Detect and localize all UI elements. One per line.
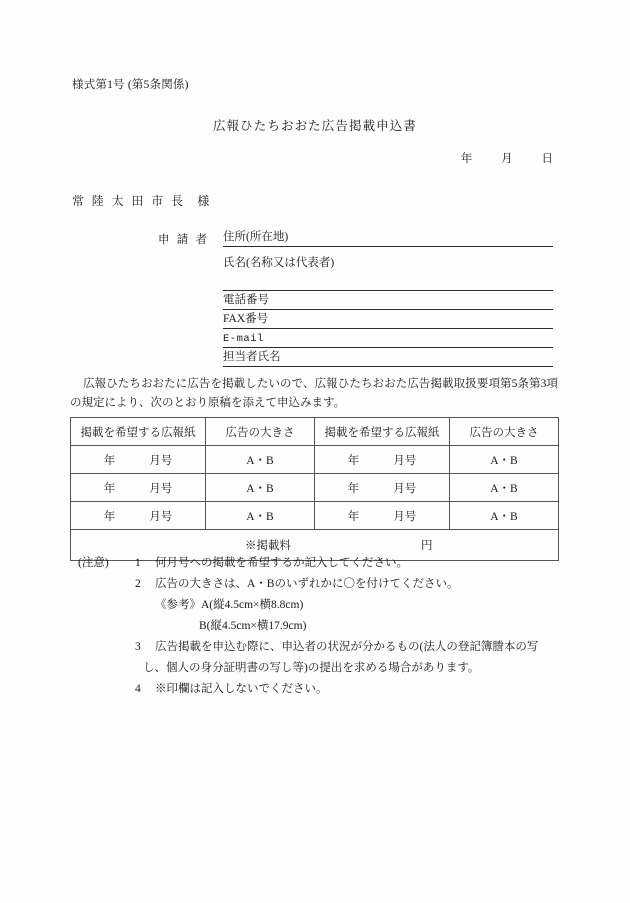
applicant-label: 申 請 者 <box>158 234 210 246</box>
note-item-4 <box>70 679 558 700</box>
note-number-3: 3 <box>135 641 141 653</box>
field-phone-label: 電話番号 <box>223 294 269 306</box>
application-table <box>70 417 559 561</box>
reference-b <box>155 620 306 632</box>
header-paper-1: 掲載を希望する広報紙 <box>71 418 206 446</box>
issue-year-2: 年 <box>347 510 360 523</box>
cell-issue[interactable] <box>71 502 206 530</box>
field-contact-person[interactable] <box>223 348 553 367</box>
field-address-label: 住所(所在地) <box>223 231 289 243</box>
date-month-label: 月 <box>501 153 513 165</box>
cell-issue[interactable] <box>71 446 206 474</box>
reference-size-b: B(縦4.5cm×横17.9cm) <box>199 620 307 632</box>
note-text-3-continuation: し、個人の身分証明書の写し等)の提出を求める場合があります。 <box>143 662 480 674</box>
field-phone[interactable] <box>223 291 553 310</box>
body-paragraph: 広報ひたちおおたに広告を掲載したいので、広報ひたちおおた広告掲載取扱要項第5条第3項の規定により、次のとおり原稿を添えて申込みます。 <box>70 378 558 409</box>
note-number-2: 2 <box>135 578 141 590</box>
cell-size[interactable]: A・B <box>206 474 315 502</box>
issue-month-2: 月号 <box>393 510 417 523</box>
fee-label: ※掲載料 <box>245 540 291 552</box>
note-text-1: 何月号への掲載を希望するか記入してください。 <box>155 557 408 569</box>
field-name-label: 氏名(名称又は代表者) <box>223 257 335 269</box>
table-row[interactable] <box>71 502 559 530</box>
cell-size[interactable]: A・B <box>206 446 315 474</box>
issue-year: 年 <box>103 510 116 523</box>
page-title: 広報ひたちおおた広告掲載申込書 <box>212 119 417 133</box>
date-year-label: 年 <box>460 153 473 165</box>
issue-month: 月号 <box>149 510 173 523</box>
reference-a <box>155 599 303 611</box>
note-text-2: 広告の大きさは、A・Bのいずれかに〇を付けてください。 <box>155 578 459 590</box>
issue-year-2: 年 <box>347 454 360 467</box>
cell-issue[interactable] <box>71 474 206 502</box>
table-row[interactable] <box>71 474 559 502</box>
header-size-2: 広告の大きさ <box>450 418 559 446</box>
issue-month: 月号 <box>149 454 173 467</box>
cell-issue-2[interactable] <box>315 474 450 502</box>
cell-size-2[interactable]: A・B <box>450 446 559 474</box>
note-item-3 <box>70 637 558 658</box>
field-address[interactable] <box>223 228 553 247</box>
reference-line-b <box>70 616 558 637</box>
issue-month: 月号 <box>149 482 173 495</box>
field-email-label: E-mail <box>223 333 264 345</box>
note-text-3: 広告掲載を申込む際に、申込者の状況が分かるもの(法人の登記簿謄本の写 <box>155 641 539 653</box>
reference-size-a: A(縦4.5cm×横8.8cm) <box>201 599 304 611</box>
field-contact-person-label: 担当者氏名 <box>223 351 281 363</box>
note-number-4: 4 <box>135 683 141 695</box>
field-name[interactable] <box>223 247 553 272</box>
note-item-1 <box>70 553 558 574</box>
header-size-1: 広告の大きさ <box>206 418 315 446</box>
note-item-3-cont <box>70 658 558 679</box>
date-line <box>0 150 553 166</box>
notes-caption: (注意) <box>78 557 109 569</box>
reference-line-a <box>70 595 558 616</box>
issue-year-2: 年 <box>347 482 360 495</box>
note-text-4: ※印欄は記入しないでください。 <box>155 683 328 695</box>
reference-label: 《参考》 <box>155 599 201 611</box>
header-paper-2: 掲載を希望する広報紙 <box>315 418 450 446</box>
addressee-name: 常 陸 太 田 市 長 <box>72 194 186 208</box>
issue-month-2: 月号 <box>393 454 417 467</box>
date-day-label: 日 <box>541 153 553 165</box>
field-email[interactable] <box>223 329 553 348</box>
table-row[interactable] <box>71 446 559 474</box>
notes-section <box>70 553 558 700</box>
cell-issue-2[interactable] <box>315 502 450 530</box>
fee-unit: 円 <box>421 540 433 552</box>
field-blank[interactable] <box>223 272 553 291</box>
cell-issue-2[interactable] <box>315 446 450 474</box>
cell-size-2[interactable]: A・B <box>450 502 559 530</box>
field-fax[interactable] <box>223 310 553 329</box>
issue-month-2: 月号 <box>393 482 417 495</box>
addressee-honorific: 様 <box>197 194 210 208</box>
cell-size[interactable]: A・B <box>206 502 315 530</box>
issue-year: 年 <box>103 454 116 467</box>
table-header-row <box>71 418 559 446</box>
cell-size-2[interactable]: A・B <box>450 474 559 502</box>
form-number: 様式第1号 (第5条関係) <box>72 79 189 91</box>
applicant-fields <box>223 228 553 367</box>
issue-year: 年 <box>103 482 116 495</box>
note-number-1: 1 <box>135 557 141 569</box>
addressee <box>72 192 210 209</box>
field-fax-label: FAX番号 <box>223 313 269 325</box>
note-item-2 <box>70 574 558 595</box>
